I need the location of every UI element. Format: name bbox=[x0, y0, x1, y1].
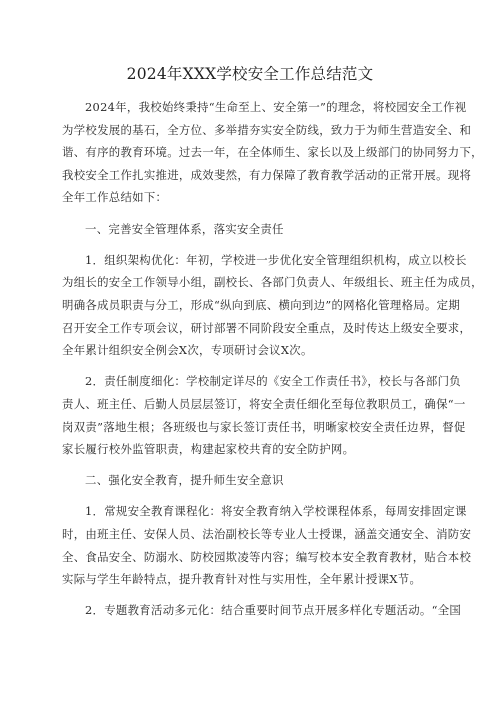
text-line: 实际与学生年龄特点，提升教育针对性与实用性，全年累计授课X节。 bbox=[62, 572, 422, 587]
text-line: 谐、有序的教育环境。过去一年，在全体师生、家长以及上级部门的协同努力下， bbox=[62, 145, 483, 160]
section-heading-1 bbox=[62, 218, 440, 241]
section-heading-text: 一、完善安全管理体系，落实安全责任 bbox=[85, 221, 284, 236]
intro-paragraph bbox=[62, 96, 483, 209]
text-line: 为学校发展的基石，全方位、多举措夯实安全防线，致力于为师生营造安全、和 bbox=[62, 122, 472, 137]
text-line: 全年累计组织安全例会X次，专项研讨会议X次。 bbox=[62, 343, 313, 358]
text-line: 2024年，我校始终秉持“生命至上、安全第一”的理念，将校园安全工作视 bbox=[85, 100, 467, 114]
document-title: 2024年XXX学校安全工作总结范文 bbox=[126, 65, 374, 83]
section1-item1-paragraph bbox=[62, 249, 483, 362]
text-line: 我校安全工作扎实推进，成效斐然，有力保障了教育教学活动的正常开展。现将 bbox=[62, 167, 472, 182]
text-line: 明确各成员职责与分工，形成“纵向到底、横向到边”的网格化管理格局。定期 bbox=[62, 297, 461, 312]
text-line: 责人、班主任、后勤人员层层签订，将安全责任细化至每位教职员工，确保“一 bbox=[62, 396, 466, 411]
section1-item2-paragraph bbox=[62, 370, 466, 460]
text-line: 岗双责”落地生根；各班级也与家长签订责任书，明晰家校安全责任边界，督促 bbox=[62, 419, 466, 434]
text-line: 为组长的安全工作领导小组，副校长、各部门负责人、年级组长、班主任为成员， bbox=[62, 275, 483, 290]
section-heading-2 bbox=[62, 469, 440, 492]
text-line: 1．组织架构优化：年初，学校进一步优化安全管理组织机构，成立以校长 bbox=[85, 252, 467, 267]
text-line: 召开安全工作专项会议，研讨部署不同阶段安全重点，及时传达上级安全要求， bbox=[62, 320, 472, 335]
text-line: 2．责任制度细化：学校制定详尽的《安全工作责任书》，校长与各部门负 bbox=[85, 374, 461, 389]
text-line: 家长履行校外监管职责，构建起家校共育的安全防护网。 bbox=[62, 442, 355, 457]
text-line: 全年工作总结如下： bbox=[62, 190, 168, 205]
text-line: 2．专题教育活动多元化：结合重要时间节点开展多样化专题活动。“全国 bbox=[85, 603, 462, 618]
section-heading-text: 二、强化安全教育，提升师生安全意识 bbox=[85, 473, 284, 488]
text-line: 全、食品安全、防溺水、防校园欺凌等内容；编写校本安全教育教材，贴合本校 bbox=[62, 549, 472, 564]
text-line: 时，由班主任、安保人员、法治副校长等专业人士授课，涵盖交通安全、消防安 bbox=[62, 527, 472, 542]
section2-item1-paragraph bbox=[62, 500, 472, 590]
section2-item2-paragraph bbox=[62, 599, 462, 622]
text-line: 1．常规安全教育课程化：将安全教育纳入学校课程体系，每周安排固定课 bbox=[85, 504, 467, 519]
document-body bbox=[62, 96, 483, 622]
